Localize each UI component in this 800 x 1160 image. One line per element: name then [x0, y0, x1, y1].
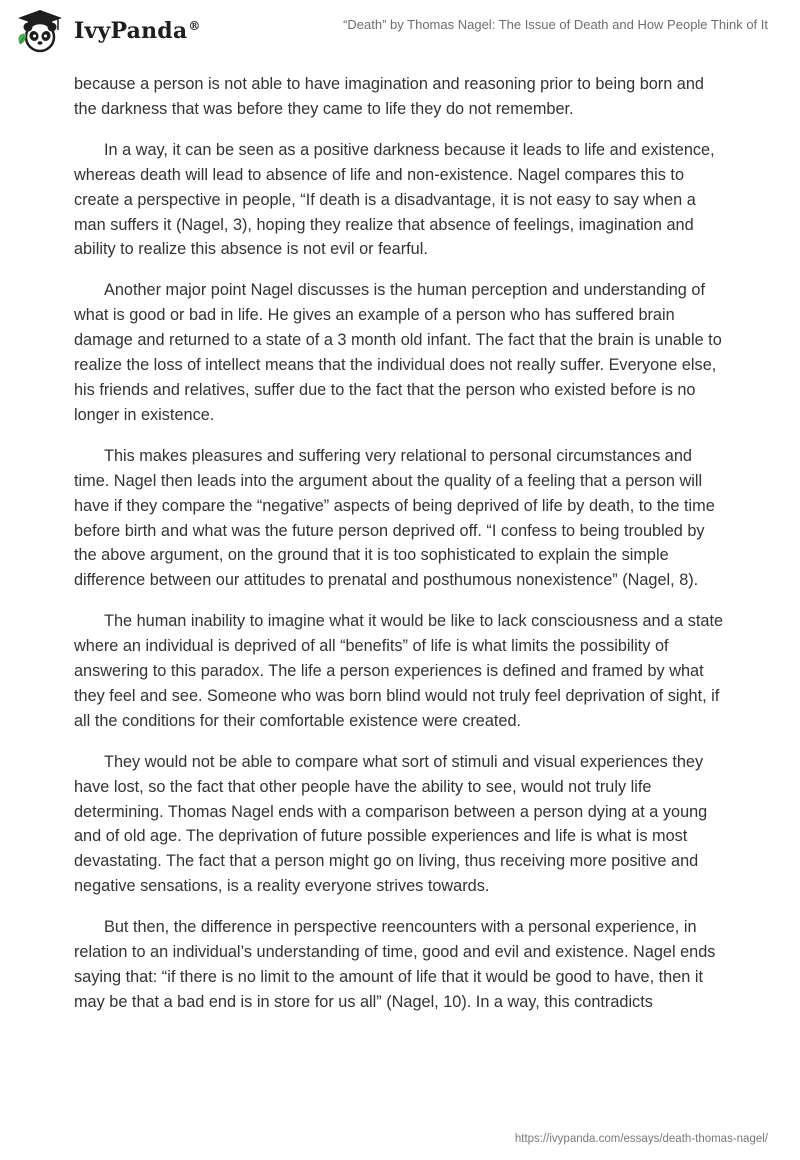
document-title: “Death” by Thomas Nagel: The Issue of Death and How People Think of It — [343, 17, 768, 32]
paragraph: Another major point Nagel discusses is the human perception and understanding of what is good or bad in life. He gives an example of a person who has suffered brain damage and returned to a state of a 3 month old infant. The fact that the brain is unable to realize the loss of intellect means that the individual does not really suffer. Everyone else, his friends and relatives, suffer due to the fact that the person who existed before is no longer in existence. — [74, 281, 722, 424]
paragraph: They would not be able to compare what sort of stimuli and visual experiences they have lost, so the fact that other people have the ability to see, would not truly life determining. Thomas Nagel ends with a comparison between a person dying at a young and of old age. The deprivation of future possible experiences and life is what is most devastating. The fact that a person might go on living, thus receiving more positive and negative sensations, is a reality everyone strives towards. — [74, 752, 708, 896]
panda-graduate-icon — [14, 8, 66, 54]
paragraph: But then, the difference in perspective reencounters with a personal experience, in relation to an individual’s understanding of time, good and evil and existence. Nagel ends saying that: “if there is no limit to the amount of life that it would be good to have, then it may be that a bad end is in store for us all” (Nagel, 10). In a way, this contradicts — [74, 918, 716, 1011]
ivypanda-logo[interactable] — [14, 8, 201, 54]
essay-body — [74, 72, 728, 1031]
page-header — [0, 0, 800, 60]
paragraph: The human inability to imagine what it would be like to lack consciousness and a state where an individual is deprived of all “benefits” of life is what limits the possibility of answering to this paradox. The life a person experiences is defined and framed by what they feel and see. Someone who was born blind would not truly feel deprivation of sight, if all the conditions for their comfortable existence were created. — [74, 612, 724, 730]
paragraph: because a person is not able to have imagination and reasoning prior to being born and the darkness that was before they came to life they do not remember. — [74, 75, 704, 118]
paragraph: This makes pleasures and suffering very relational to personal circumstances and time. Nagel then leads into the argument about the quality of a feeling that a person will have if they compare the “negative” aspects of being deprived of life by death, to the time before birth and what was the future person deprived off. “I confess to being troubled by the above argument, on the ground that it is too sophisticated to explain the simple difference between our attitudes to prenatal and posthumous nonexistence” (Nagel, 8). — [74, 446, 715, 590]
registered-mark: ® — [188, 18, 201, 33]
brand-name: IvyPanda® — [74, 18, 201, 44]
paragraph: In a way, it can be seen as a positive darkness because it leads to life and existence, whereas death will lead to absence of life and non-existence. Nagel compares this to create a perspective in people, “If death is a disadvantage, it is not easy to say when a man suffers it (Nagel, 3), hoping they realize that absence of feelings, imagination and ability to realize this absence is not evil or fearful. — [74, 140, 715, 259]
source-url-link[interactable]: https://ivypanda.com/essays/death-thomas-nagel/ — [514, 1133, 768, 1145]
